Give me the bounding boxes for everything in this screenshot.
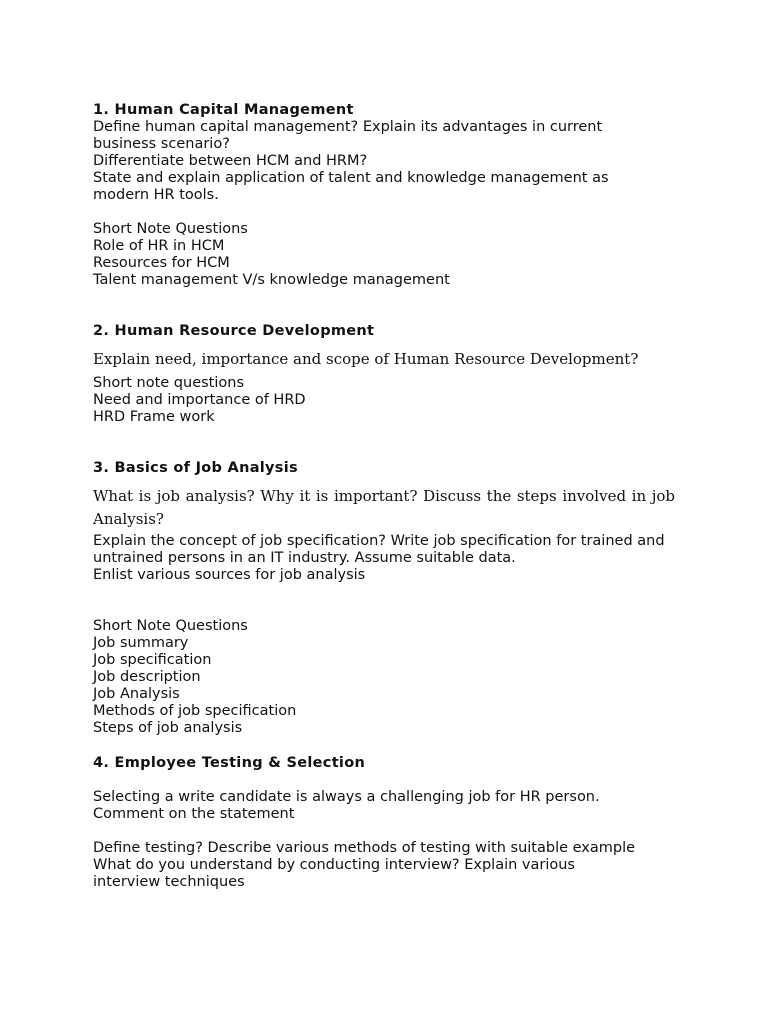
short-note-item: Need and importance of HRD — [93, 392, 306, 408]
section-heading: 2. Human Resource Development — [93, 323, 375, 339]
short-note-item: HRD Frame work — [93, 409, 215, 425]
question-line: Define human capital management? Explain its advantages in current business scenario? — [93, 119, 607, 152]
short-note-title: Short note questions — [93, 375, 244, 391]
document-content — [93, 101, 693, 891]
long-question: Explain need, importance and scope of Human Resource Development? — [93, 350, 639, 368]
short-note-item: Job summary — [93, 635, 189, 651]
section-heading: 4. Employee Testing & Selection — [93, 755, 366, 771]
question-line: Enlist various sources for job analysis — [93, 567, 366, 583]
short-note-item: Role of HR in HCM — [93, 238, 225, 254]
question-line: Differentiate between HCM and HRM? — [93, 153, 368, 169]
short-note-item: Resources for HCM — [93, 255, 230, 271]
short-note-item: Job specification — [93, 652, 212, 668]
question-line: Define testing? Describe various methods of testing with suitable example — [93, 840, 636, 856]
short-note-item: Job description — [93, 669, 201, 685]
short-note-item: Methods of job specification — [93, 703, 297, 719]
short-note-item: Talent management V/s knowledge management — [93, 272, 450, 288]
short-note-item: Job Analysis — [93, 686, 180, 702]
question-line: Explain the concept of job specification? Write job specification for trained and untrained persons in an IT industry. Assume suitable data. — [93, 533, 670, 566]
short-note-title: Short Note Questions — [93, 618, 248, 634]
long-question: What is job analysis? Why it is important? Discuss the steps involved in job Analysis? — [93, 487, 675, 528]
section-heading: 1. Human Capital Management — [93, 102, 354, 118]
section-heading: 3. Basics of Job Analysis — [93, 460, 298, 476]
question-line: Selecting a write candidate is always a challenging job for HR person. Comment on the statement — [93, 789, 605, 822]
question-line: State and explain application of talent and knowledge management as modern HR tools. — [93, 170, 614, 203]
short-note-item: Steps of job analysis — [93, 720, 243, 736]
short-note-title: Short Note Questions — [93, 221, 248, 237]
question-line: What do you understand by conducting interview? Explain various interview techniques — [93, 857, 580, 890]
